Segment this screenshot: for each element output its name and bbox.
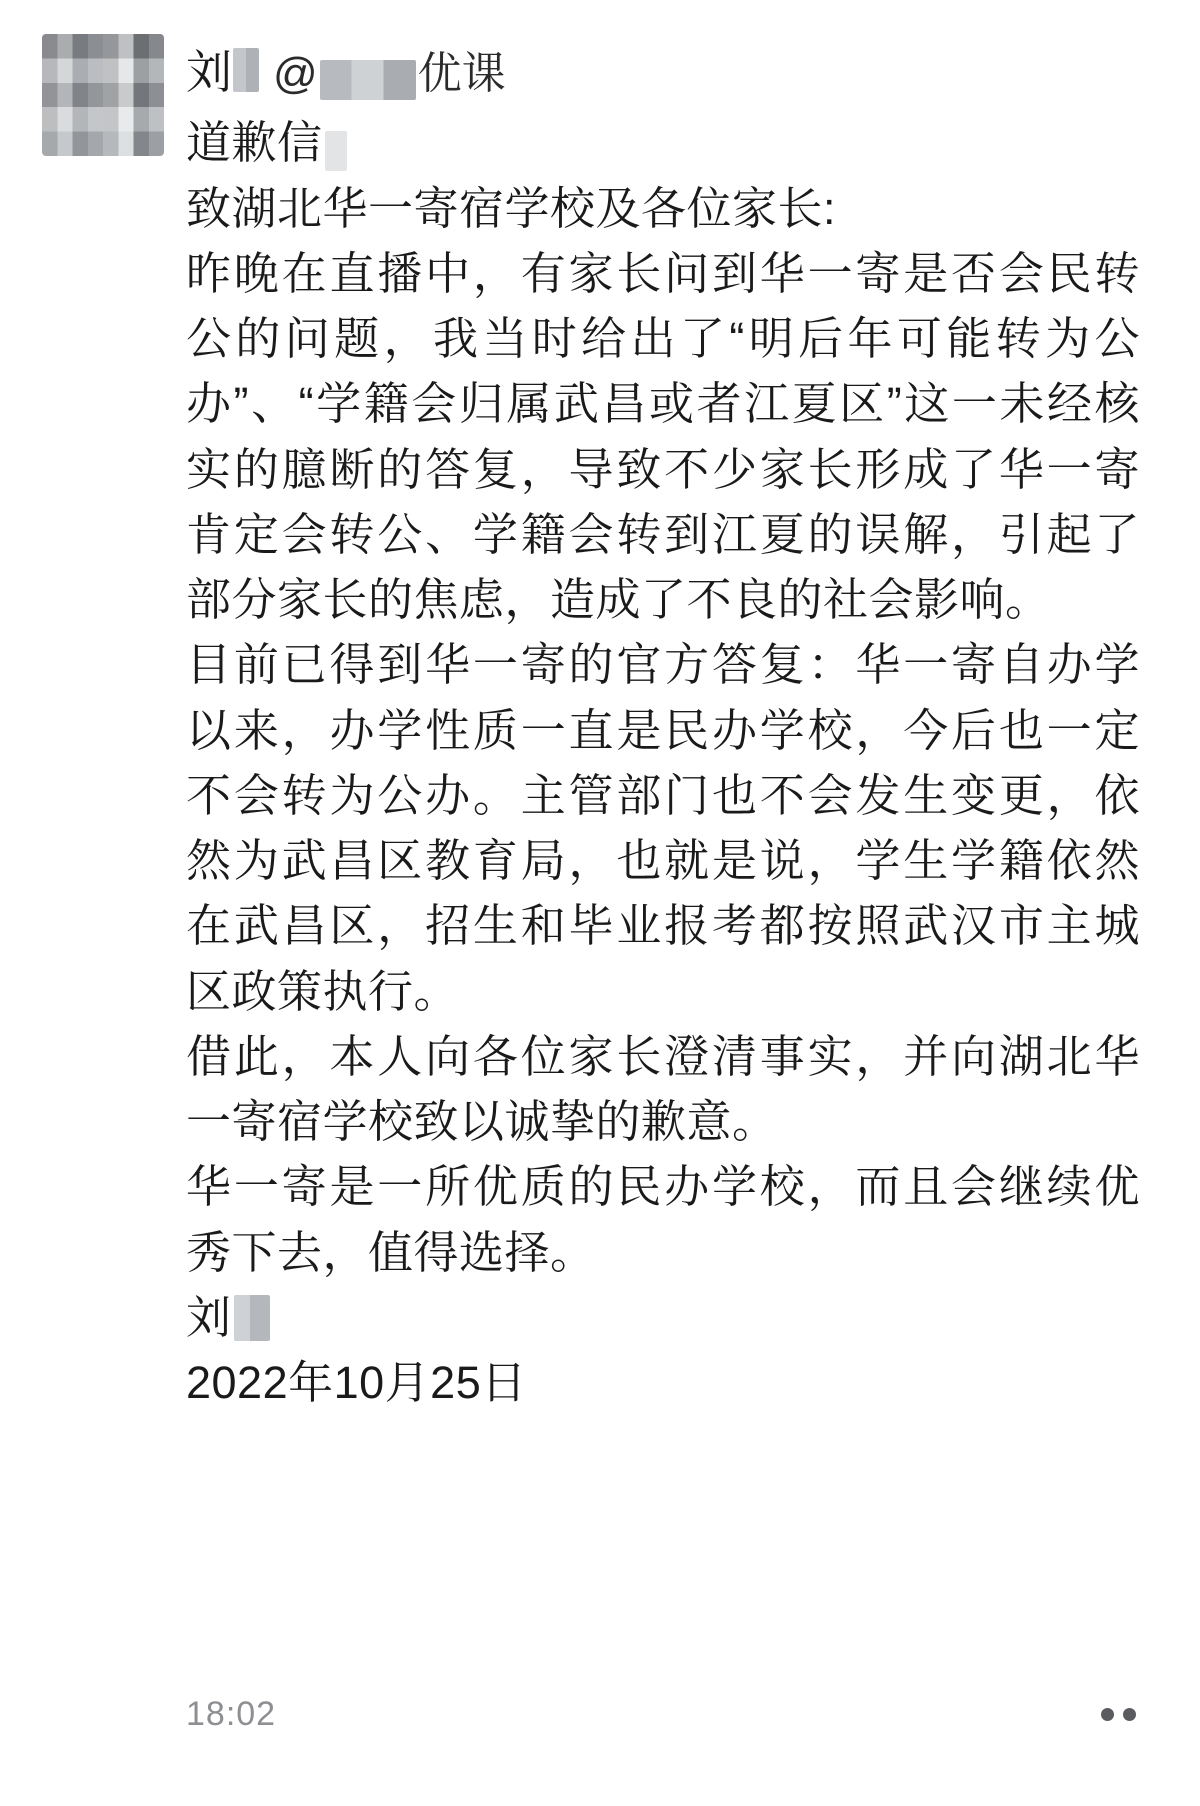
author-name[interactable]: 刘: [186, 46, 232, 98]
post-title: 道歉信: [186, 117, 323, 169]
post-signature-line: [186, 1285, 1140, 1350]
post-content-column: [186, 34, 1140, 1415]
post-title-line: [186, 110, 347, 175]
post-body: [186, 110, 1140, 1415]
post-signature-date: 2022年10月25日: [186, 1357, 527, 1409]
post-footer: [186, 1695, 1140, 1734]
post-paragraph-5: 华一寄是一所优质的民办学校，而且会继续优秀下去，值得选择。: [186, 1161, 1140, 1278]
avatar[interactable]: [42, 34, 164, 156]
post-paragraph-4: 借此，本人向各位家长澄清事实，并向湖北华一寄宿学校致以诚挚的歉意。: [186, 1030, 1140, 1148]
dot-2: [1123, 1708, 1136, 1721]
redacted-handle-block: [320, 60, 416, 100]
post-timestamp: 18:02: [186, 1695, 277, 1733]
post-paragraph-1: 致湖北华一寄宿学校及各位家长:: [186, 182, 837, 234]
post-paragraph-3: 目前已得到华一寄的官方答复：华一寄自办学以来，办学性质一直是民办学校，今后也一定不会转为公办。主管部门也不会发生变更，依然为武昌区教育局，也就是说，学生学籍依然在武昌区，招生和毕业报考都按照武汉市主城区政策执行。: [186, 639, 1140, 1017]
author-row: [186, 34, 1140, 96]
dot-1: [1101, 1708, 1114, 1721]
author-handle[interactable]: [273, 49, 506, 98]
post-signature-name: 刘: [186, 1291, 232, 1343]
at-symbol: @: [273, 49, 318, 98]
handle-suffix: 优课: [417, 49, 506, 98]
more-options-icon[interactable]: [1097, 1698, 1140, 1731]
post-header: [42, 34, 1140, 1415]
redacted-signature-block: [234, 1295, 270, 1341]
redacted-title-block: [325, 131, 347, 171]
post-paragraph-2: 昨晚在直播中，有家长问到华一寄是否会民转公的问题，我当时给出了“明后年可能转为公办”、“学籍会归属武昌或者江夏区”这一未经核实的臆断的答复，导致不少家长形成了华一寄肯定会转公、学籍会转到江夏的误解，引起了部分家长的焦虑，造成了不良的社会影响。: [186, 247, 1140, 626]
redacted-name-block: [233, 48, 259, 92]
